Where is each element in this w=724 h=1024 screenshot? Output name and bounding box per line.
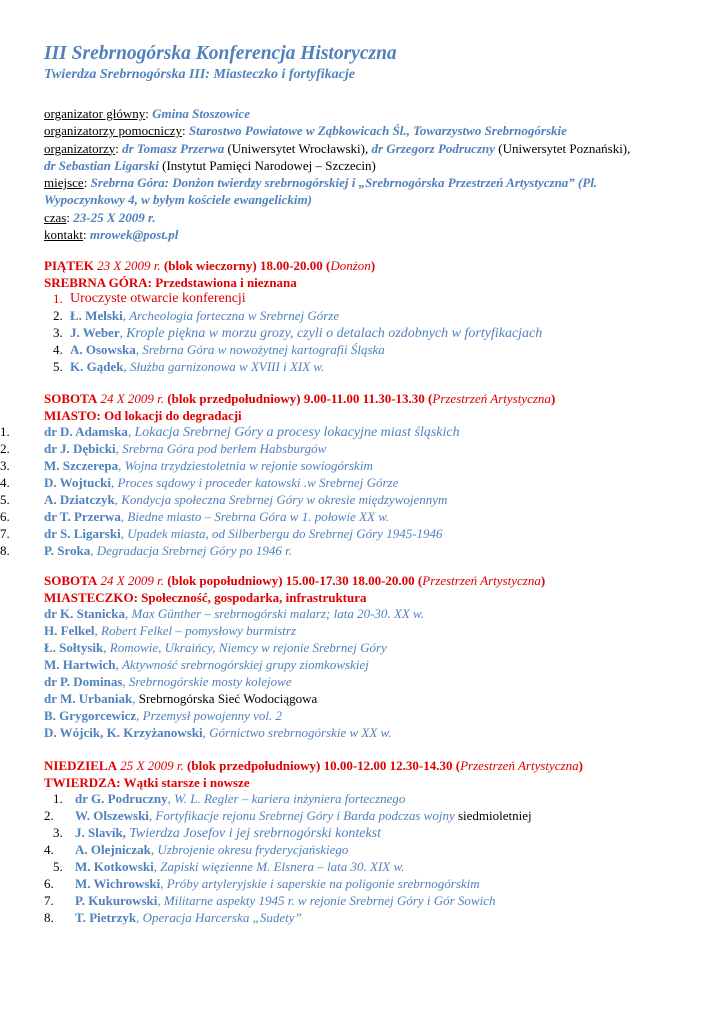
list-item: 1. dr D. Adamska, Lokacja Srebrnej Góry a procesy lokacyjne miast śląskich bbox=[0, 424, 460, 440]
list-item: 7. P. Kukurowski, Militarne aspekty 1945 r. w rejonie Srebrnej Góry i Gór Sowich bbox=[44, 893, 496, 908]
list-item: 5. A. Dziatczyk, Kondycja społeczna Srebrnej Góry w okresie międzywojennym bbox=[0, 492, 448, 507]
list-item: dr P. Dominas, Srebrnogórskie mosty kolejowe bbox=[44, 674, 292, 689]
list-item: 4. D. Wojtucki, Proces sądowy i proceder katowski .w Srebrnej Górze bbox=[0, 475, 399, 490]
list-item: 1. dr G. Podruczny, W. L. Regler – kariera inżyniera fortecznego bbox=[53, 791, 406, 806]
session-friday-list bbox=[0, 290, 724, 375]
list-item: 3. J. Weber, Krople piękna w morzu grozy, czyli o detalach ozdobnych w fortyfikacjach bbox=[53, 325, 543, 341]
info-contact: kontakt: mrowek@post.pl bbox=[44, 227, 179, 243]
list-item: B. Grygorcewicz, Przemysł powojenny vol. 2 bbox=[44, 708, 283, 723]
session-saturday-pm-header: SOBOTA 24 X 2009 r. (blok popołudniowy) 15.00-17.30 18.00-20.00 (Przestrzeń Artystyczna) MIASTECZKO: Społeczność, gospodarka, infrastruktura bbox=[44, 573, 546, 605]
page-subtitle: Twierdza Srebrnogórska III: Miasteczko i fortyfikacje bbox=[44, 67, 355, 82]
list-item: 4. A. Olejniczak, Uzbrojenie okresu fryderycjańskiego bbox=[44, 842, 349, 857]
list-item: 1. Uroczyste otwarcie konferencji bbox=[53, 291, 246, 306]
list-item: 6. M. Wichrowski, Próby artyleryjskie i saperskie na poligonie srebrnogórskim bbox=[44, 876, 480, 891]
info-main: organizator główny: Gmina Stoszowice bbox=[44, 106, 250, 121]
info-time: czas: 23-25 X 2009 r. bbox=[44, 209, 156, 225]
list-item: dr K. Stanicka, Max Günther – srebrnogórski malarz; lata 20-30. XX w. bbox=[44, 606, 425, 621]
info-place: miejsce: Srebrna Góra: Donżon twierdzy srebrnogórskiej i „Srebrnogórska Przestrzeń Artystyczna” (Pl. Wypoczynkowy 4, w byłym kościele ewangelickim) bbox=[44, 175, 598, 208]
list-item: Ł. Sołtysik, Romowie, Ukraińcy, Niemcy w rejonie Srebrnej Góry bbox=[44, 640, 387, 655]
list-item: 6. dr T. Przerwa, Biedne miasto – Srebrna Góra w 1. połowie XX w. bbox=[0, 509, 390, 524]
session-sunday-list bbox=[0, 790, 724, 926]
list-item: 7. dr S. Ligarski, Upadek miasta, od Silberbergu do Srebrnej Góry 1945-1946 bbox=[0, 526, 443, 541]
list-item: 5. K. Gądek, Służba garnizonowa w XVIII i XIX w. bbox=[53, 359, 325, 374]
session-saturday-am-header: SOBOTA 24 X 2009 r. (blok przedpołudniowy) 9.00-11.00 11.30-13.30 (Przestrzeń Artystyczna) MIASTO: Od lokacji do degradacji bbox=[44, 391, 556, 423]
list-item: 2. W. Olszewski, Fortyfikacje rejonu Srebrnej Góry i Barda podczas wojny siedmioletniej bbox=[44, 808, 532, 823]
list-item: dr M. Urbaniak, Srebrnogórska Sieć Wodociągowa bbox=[44, 691, 318, 706]
info-organizers: organizatorzy: dr Tomasz Przerwa (Uniwersytet Wrocławski), dr Grzegorz Podruczny (Uniwersytet Poznański), dr Sebastian Ligarski (Instytut Pamięci Narodowej – Szczecin) bbox=[44, 140, 631, 173]
list-item: D. Wójcik, K. Krzyżanowski, Górnictwo srebrnogórskie w XX w. bbox=[44, 725, 392, 740]
list-item: H. Felkel, Robert Felkel – pomysłowy burmistrz bbox=[44, 623, 297, 638]
session-sunday-header: NIEDZIELA 25 X 2009 r. (blok przedpołudniowy) 10.00-12.00 12.30-14.30 (Przestrzeń Artystyczna) TWIERDZA: Wątki starsze i nowsze bbox=[44, 758, 583, 790]
contact-email-link[interactable]: mrowek@post.pl bbox=[89, 227, 179, 243]
list-item: 8. P. Sroka, Degradacja Srebrnej Góry po 1946 r. bbox=[0, 543, 292, 558]
list-item: 2. dr J. Dębicki, Srebrna Góra pod berłem Habsburgów bbox=[0, 441, 327, 456]
session-saturday-am-list bbox=[0, 423, 724, 559]
session-friday-header: PIĄTEK 23 X 2009 r. (blok wieczorny) 18.00-20.00 (Donżon) SREBRNA GÓRA: Przedstawiona i nieznana bbox=[44, 258, 376, 290]
info-help: organizatorzy pomocniczy: Starostwo Powiatowe w Ząbkowicach Śl., Towarzystwo Srebrnogórskie bbox=[44, 123, 567, 139]
list-item: 5. M. Kotkowski, Zapiski więzienne M. Elsnera – lata 30. XIX w. bbox=[53, 859, 405, 874]
list-item: M. Hartwich, Aktywność srebrnogórskiej grupy ziomkowskiej bbox=[44, 657, 369, 672]
list-item: 3. M. Szczerepa, Wojna trzydziestoletnia w rejonie sowiogórskim bbox=[0, 458, 373, 473]
list-item: 3. J. Slavík, Twierdza Josefov i jej srebrnogórski kontekst bbox=[53, 825, 382, 841]
list-item: 4. A. Osowska, Srebrna Góra w nowożytnej kartografii Śląska bbox=[53, 342, 385, 357]
list-item: 8. T. Pietrzyk, Operacja Harcerska „Sudety” bbox=[44, 910, 302, 925]
page-title: III Srebrnogórska Konferencja Historyczna bbox=[44, 43, 397, 64]
organizer-info bbox=[44, 105, 684, 243]
list-item: 2. Ł. Melski, Archeologia forteczna w Srebrnej Górze bbox=[53, 308, 340, 323]
session-saturday-pm-list bbox=[0, 605, 724, 741]
